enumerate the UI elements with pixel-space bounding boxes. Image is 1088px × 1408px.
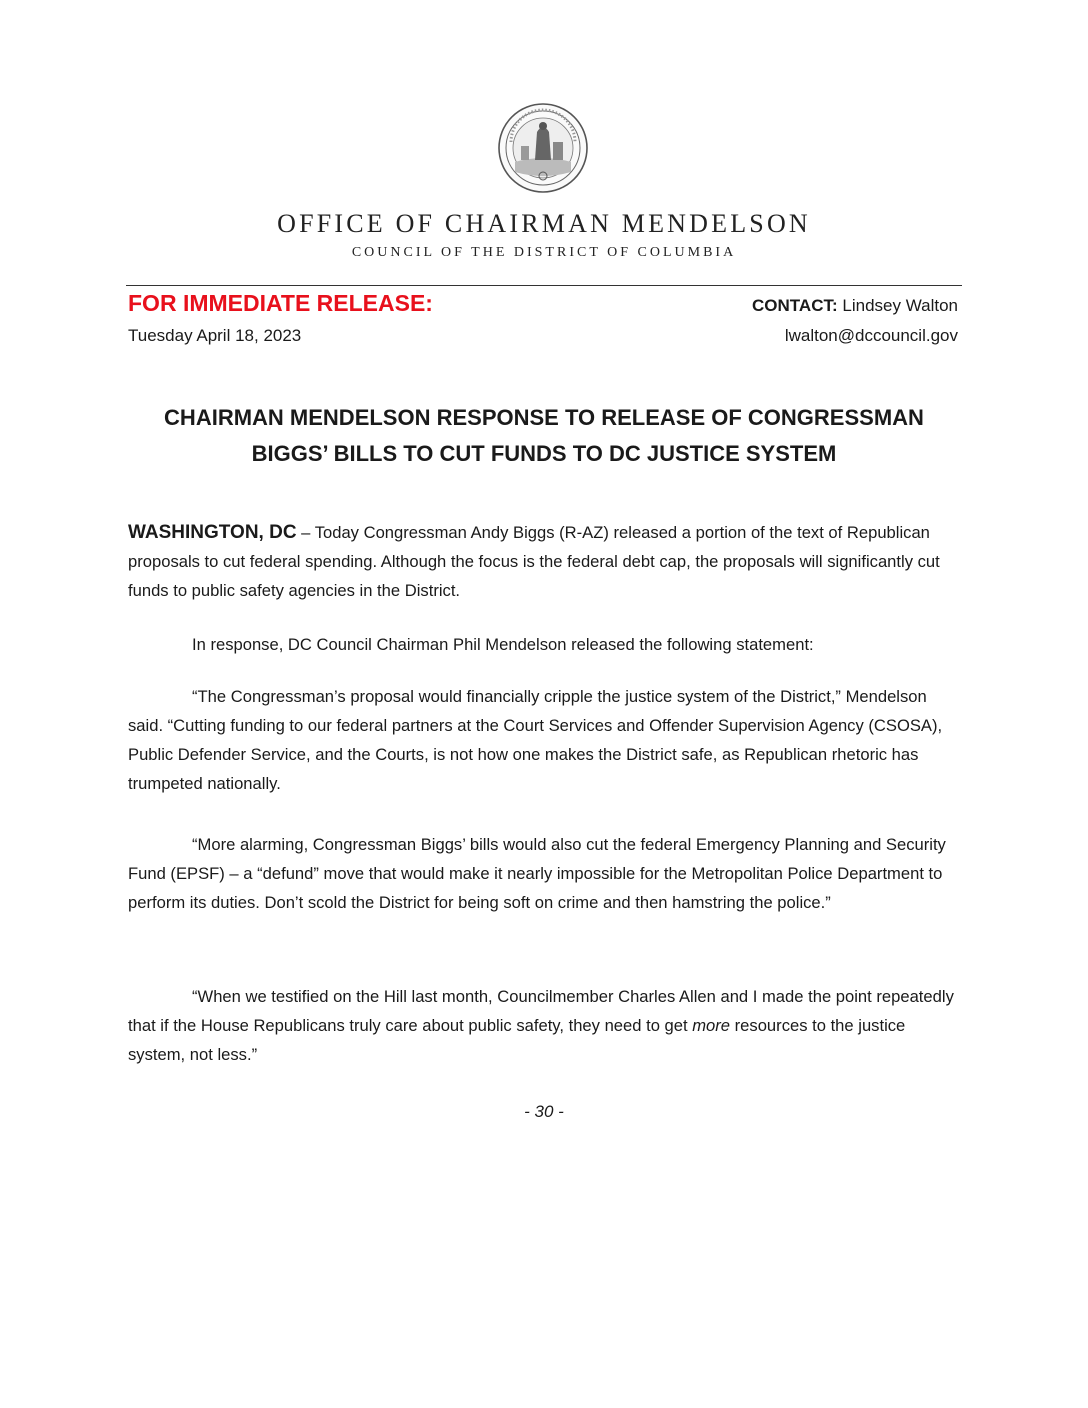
contact-name: Lindsey Walton xyxy=(842,296,958,315)
contact-label: CONTACT: xyxy=(752,296,838,315)
dc-seal-icon xyxy=(497,102,589,194)
headline-line-2: BIGGS’ BILLS TO CUT FUNDS TO DC JUSTICE SYSTEM xyxy=(251,441,837,466)
paragraph-quote-3 xyxy=(128,982,960,1069)
contact-email: lwalton@dccouncil.gov xyxy=(784,326,958,345)
paragraph-quote-1: “The Congressman’s proposal would financially cripple the justice system of the District,” Mendelson said. “Cutting funding to our federal partners at the Court Services and Offender Supervision Agency (CSOSA), Public Defender Service, and the Courts, is not how one makes the District safe, as Republican rhetoric has trumpeted nationally. xyxy=(128,687,943,793)
emphasis-more: more xyxy=(692,1016,731,1035)
release-label: FOR IMMEDIATE RELEASE: xyxy=(128,290,433,316)
office-title: OFFICE OF CHAIRMAN MENDELSON xyxy=(277,209,811,238)
header-divider xyxy=(126,285,962,286)
headline xyxy=(100,400,988,472)
end-mark: - 30 - xyxy=(524,1102,564,1121)
paragraph-intro xyxy=(128,518,960,605)
release-date: Tuesday April 18, 2023 xyxy=(128,326,302,345)
dateline: WASHINGTON, DC xyxy=(128,522,297,543)
paragraph-response: In response, DC Council Chairman Phil Mendelson released the following statement: xyxy=(192,635,814,654)
paragraph-quote-3-start: “When we testified on the Hill last month, Councilmember Charles Allen and I made the point repeatedly that if the House Republicans truly care about public safety, they need to get xyxy=(128,987,954,1035)
contact-line xyxy=(752,296,958,316)
council-title: COUNCIL OF THE DISTRICT OF COLUMBIA xyxy=(351,245,737,260)
paragraph-quote-3-end: resources to the justice system, not less.” xyxy=(128,1016,906,1064)
paragraph-quote-2: “More alarming, Congressman Biggs’ bills would also cut the federal Emergency Planning and Security Fund (EPSF) – a “defund” move that would make it nearly impossible for the Metropolitan Police Department to perform its duties. Don’t scold the District for being soft on crime and then hamstring the police.” xyxy=(128,835,946,912)
paragraph-intro-text: – Today Congressman Andy Biggs (R-AZ) released a portion of the text of Republican proposals to cut federal spending. Although the focus is the federal debt cap, the proposals will significantly cut funds to public safety agencies in the District. xyxy=(128,523,940,600)
headline-line-1: CHAIRMAN MENDELSON RESPONSE TO RELEASE OF CONGRESSMAN xyxy=(164,405,924,430)
